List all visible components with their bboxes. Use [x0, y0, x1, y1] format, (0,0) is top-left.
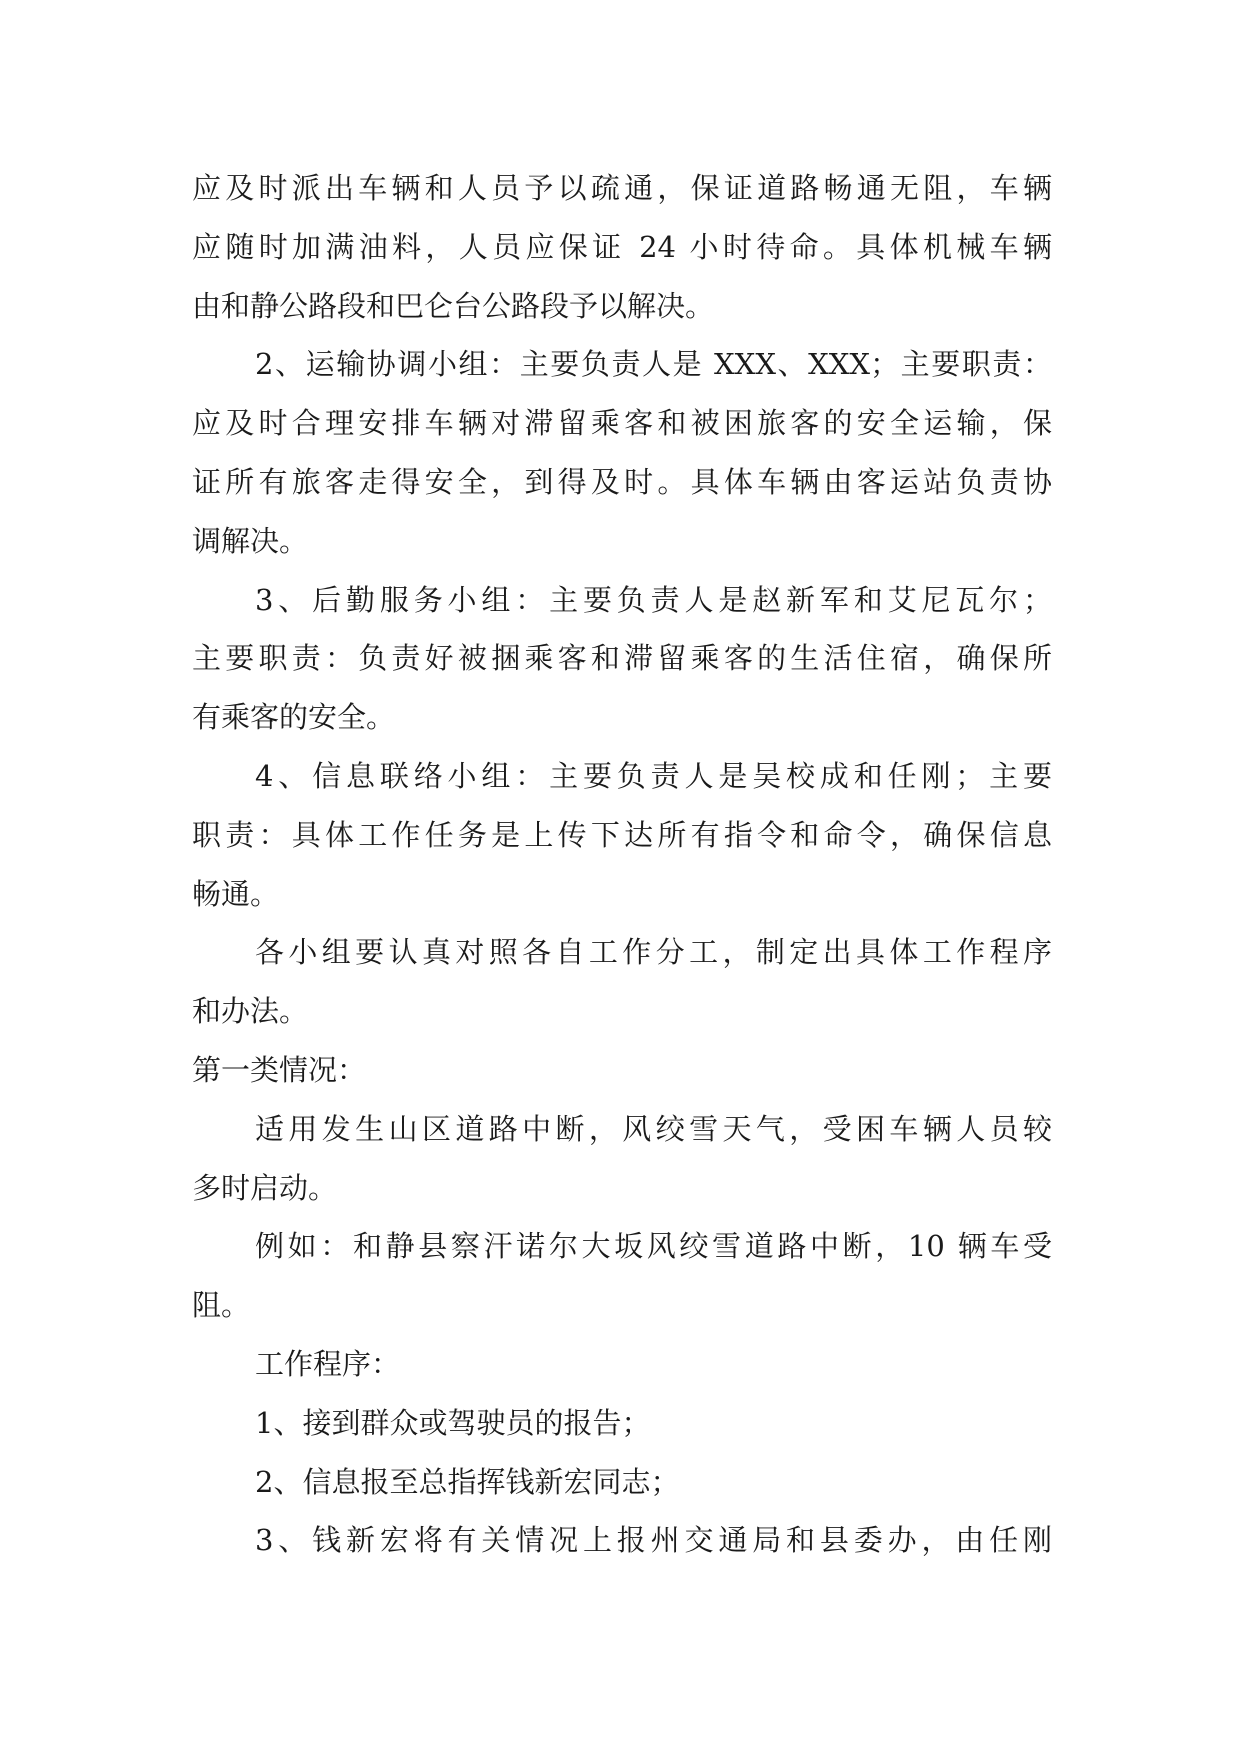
text-line: 多时启动。 [192, 1170, 338, 1205]
text-line: 应随时加满油料，人员应保证 24 小时待命。具体机械车辆 [192, 229, 1052, 264]
document-body [192, 159, 1052, 1570]
text-line: 由和静公路段和巴仑台公路段予以解决。 [192, 288, 715, 323]
text-line: 应及时派出车辆和人员予以疏通，保证道路畅通无阻，车辆 [192, 171, 1052, 205]
text-line: 2、运输协调小组：主要负责人是 XXX、XXX；主要职责： [255, 347, 1052, 382]
text-line: 和办法。 [192, 994, 309, 1029]
text-line: 2、信息报至总指挥钱新宏同志； [255, 1464, 680, 1499]
text-line: 职责：具体工作任务是上传下达所有指令和命令，确保信息 [192, 817, 1052, 852]
text-line: 1、接到群众或驾驶员的报告； [255, 1405, 651, 1440]
text-line: 工作程序： [255, 1346, 401, 1381]
text-line: 畅通。 [192, 876, 280, 911]
text-line: 例如：和静县察汗诺尔大坂风绞雪道路中断，10 辆车受 [255, 1229, 1052, 1264]
text-line: 阻。 [192, 1288, 251, 1323]
text-line: 第一类情况： [192, 1052, 367, 1087]
text-line: 各小组要认真对照各自工作分工，制定出具体工作程序 [255, 935, 1052, 970]
text-line: 有乘客的安全。 [192, 700, 396, 735]
text-line: 证所有旅客走得安全，到得及时。具体车辆由客运站负责协 [192, 464, 1052, 499]
text-line: 主要职责：负责好被捆乘客和滞留乘客的生活住宿，确保所 [192, 641, 1052, 676]
text-line: 3、后勤服务小组：主要负责人是赵新军和艾尼瓦尔； [255, 582, 1052, 617]
text-line: 3、钱新宏将有关情况上报州交通局和县委办，由任刚 [255, 1523, 1052, 1558]
text-line: 适用发生山区道路中断，风绞雪天气，受困车辆人员较 [255, 1111, 1052, 1146]
text-line: 4、信息联络小组：主要负责人是吴校成和任刚；主要 [255, 758, 1052, 793]
text-line: 调解决。 [192, 523, 309, 558]
text-line: 应及时合理安排车辆对滞留乘客和被困旅客的安全运输，保 [192, 406, 1052, 441]
